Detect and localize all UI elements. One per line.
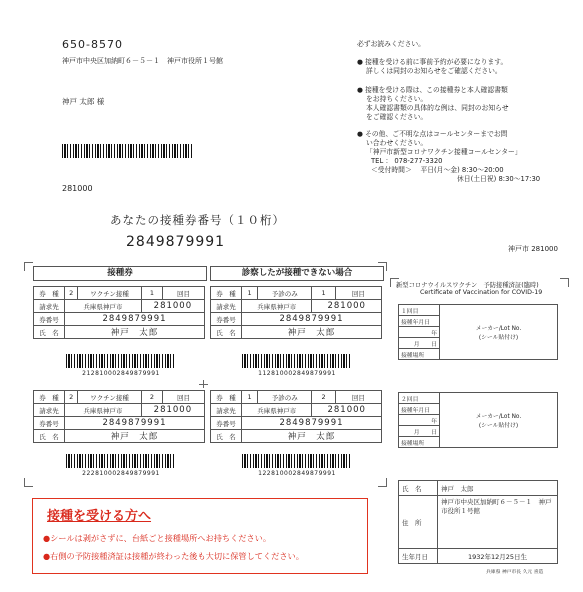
person-address: 神戸市中央区加納町６－５－１ 神戸市役所１号館 <box>438 496 558 549</box>
ticket-barcode <box>242 454 352 468</box>
ticket-barcode-number: 112810002849879991 <box>258 370 336 377</box>
note-item-1: ● 接種を受ける前に事前予約が必要になります。 詳しくは同封のお知らせをご確認ください。 <box>357 58 508 75</box>
certificate-header <box>396 280 556 296</box>
notice-line-1: ●シールは剥がさずに、台紙ごと接種場所へお持ちください。 <box>43 533 272 543</box>
note-item-2: ● 接種を受ける際は、この接種券と本人確認書類 をお持ちください。 本人確認書類の具体的な例は、同封のお知らせ をご確認ください。 <box>357 86 509 121</box>
certificate-subtitle: Certificate of Vaccination for COVID-19 <box>420 289 543 296</box>
hours-label: ＜受付時間＞ <box>371 166 412 174</box>
ticket-barcode-number: 222810002849879991 <box>82 470 160 477</box>
ticket-dose2-vaccination: 券 種 2 ワクチン接種 2 回目 請求先 兵庫県神戸市 281000 券番号 2849879991 氏 名 神戸 太郎 <box>33 390 205 443</box>
ticket-number: 2849879991 <box>126 234 226 250</box>
ticket-barcode-number: 122810002849879991 <box>258 470 336 477</box>
notice-title: 接種を受ける方へ <box>47 509 152 524</box>
ticket-barcode <box>66 354 176 368</box>
recipient-name: 神戸 太郎 様 <box>62 97 105 106</box>
no-vaccination-section-header: 診察したが接種できない場合 <box>210 266 384 281</box>
hours-weekday: 平日(月～金) 8:30～20:00 <box>420 166 504 174</box>
note-item-3: ● その他、ご不明な点はコールセンターまでお問 い合わせください。 「神戸市新型コロナワクチン接種コールセンター」 TEL ： 078-277-3320 ＜受付時間＞ 平日(月～金) 8:30～20:00 休日(土日祝) 8:30～17:30 <box>357 130 541 183</box>
ticket-dose1-vaccination: 券 種 2 ワクチン接種 1 回目 請求先 兵庫県神戸市 281000 券番号 2849879991 氏 名 神戸 太郎 <box>33 286 205 339</box>
ticket-barcode <box>66 454 176 468</box>
person-birthdate: 1932年12月25日生 <box>438 549 558 564</box>
call-center-tel: TEL ： 078-277-3320 <box>371 157 443 165</box>
notes-title: 必ずお読みください。 <box>357 40 425 48</box>
ticket-barcode <box>242 354 352 368</box>
ticket-barcode-number: 212810002849879991 <box>82 370 160 377</box>
postal-barcode <box>62 144 194 158</box>
postal-code: 650-8570 <box>62 38 123 51</box>
notice-box <box>32 498 368 574</box>
person-name: 神戸 太郎 <box>438 481 558 496</box>
notice-line-2: ●右側の予防接種済証は接種が終わった後も大切に保管してください。 <box>43 551 304 561</box>
ticket-number-heading: あなたの接種券番号（１０桁） <box>110 213 285 227</box>
certificate-dose1: １回目 メーカー/Lot No. (シール貼付け) 接種年月日 年 月 日 接種場所 <box>398 304 558 360</box>
certificate-dose2: ２回目 メーカー/Lot No. (シール貼付け) 接種年月日 年 月 日 接種場所 <box>398 392 558 448</box>
hours-holiday: 休日(土日祝) 8:30～17:30 <box>457 175 541 183</box>
ticket-dose2-exam-only: 券 種 1 予診のみ 2 回目 請求先 兵庫県神戸市 281000 券番号 2849879991 氏 名 神戸 太郎 <box>210 390 382 443</box>
city-code: 神戸市 281000 <box>508 245 558 253</box>
municipal-code: 281000 <box>62 184 93 193</box>
address: 神戸市中央区加納町６－５－１ 神戸市役所１号館 <box>62 57 223 65</box>
ticket-section-header: 接種券 <box>33 266 207 281</box>
vaccination-date-label: 接種年月日 <box>399 316 440 327</box>
certificate-person: 氏 名 神戸 太郎 住 所 神戸市中央区加納町６－５－１ 神戸市役所１号館 生年月日 1932年12月25日生 <box>398 480 558 564</box>
certificate-footer: 兵庫県 神戸市長 久元 喜造 <box>486 570 544 575</box>
ticket-dose1-exam-only: 券 種 1 予診のみ 1 回目 請求先 兵庫県神戸市 281000 券番号 2849879991 氏 名 神戸 太郎 <box>210 286 382 339</box>
certificate-title: 新型コロナウイルスワクチン 予防接種済証(臨時) <box>396 282 539 289</box>
